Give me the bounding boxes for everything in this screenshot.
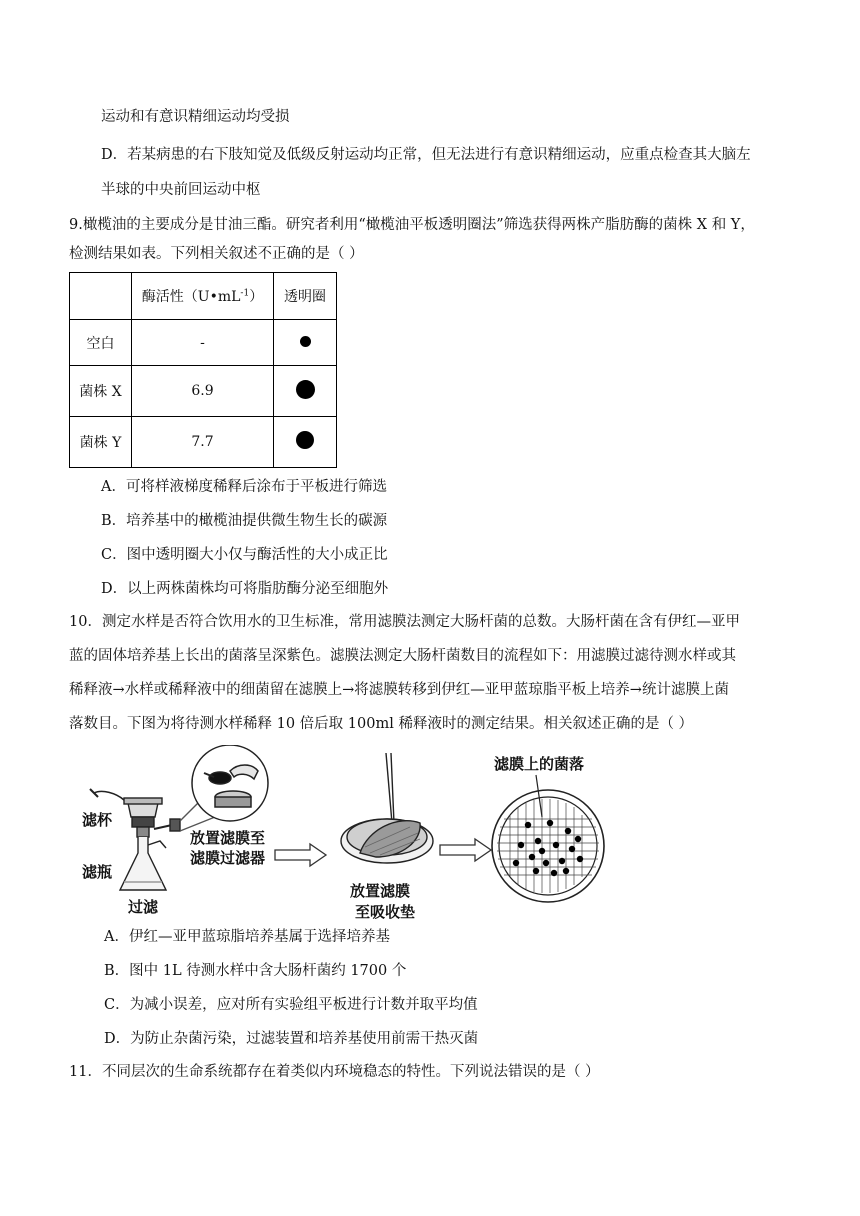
q9-option-d: D．以上两株菌株均可将脂肪酶分泌至细胞外 [101,581,389,597]
q10-stem-line4: 落数目。下图为将待测水样稀释 10 倍后取 100ml 稀释液时的测定结果。相关叙述正确的是（ ） [69,716,694,732]
q9-option-b: B．培养基中的橄榄油提供微生物生长的碳源 [101,513,388,529]
q10-option-d: D．为防止杂菌污染，过滤装置和培养基使用前需干热灭菌 [104,1031,479,1047]
clear-zone-small [274,320,337,366]
table-header-empty [70,273,132,320]
q10-stem-line3: 稀释液→水样或稀释液中的细菌留在滤膜上→将滤膜转移到伊红—亚甲蓝琼脂平板上培养→统计滤膜上菌 [69,682,729,698]
absorbent-pad-icon [341,753,433,863]
q9-option-c: C．图中透明圈大小仅与酶活性的大小成正比 [101,547,388,563]
enzyme-activity-table [69,272,337,468]
table-row [70,320,337,366]
q8-option-d-line1: D．若某病患的右下肢知觉及低级反射运动均正常，但无法进行有意识精细运动，应重点检查其大脑左 [101,147,751,163]
label-place-membrane-1: 放置滤膜至 [190,829,266,847]
arrow-right-icon [275,844,326,866]
label-filter-bottle: 滤瓶 [82,863,113,881]
q10-option-b: B．图中 1L 待测水样中含大肠杆菌约 1700 个 [104,963,407,979]
row-name: 菌株 X [70,366,132,417]
arrow-right-icon [440,839,491,861]
clear-zone-large [274,417,337,468]
q10-option-c: C．为减小误差，应对所有实验组平板进行计数并取平均值 [104,997,478,1013]
row-name: 空白 [70,320,132,366]
circle-icon [300,336,311,347]
circle-icon [296,431,314,449]
clear-zone-large [274,366,337,417]
table-header-activity: 酶活性$(U•mL^{-1})$ [132,273,274,320]
colony-plate-icon [492,775,604,902]
label-place-membrane-2: 滤膜过滤器 [190,849,266,867]
table-header-circle: 透明圈 [274,273,337,320]
label-filtration: 过滤 [128,898,159,916]
q10-stem-line1: 10．测定水样是否符合饮用水的卫生标准，常用滤膜法测定大肠杆菌的总数。大肠杆菌在含有伊红—亚甲 [69,614,740,630]
row-activity: - [132,320,274,366]
q9-stem-line2: 检测结果如表。下列相关叙述不正确的是（ ） [69,246,364,262]
q10-option-a: A．伊红—亚甲蓝琼脂培养基属于选择培养基 [104,929,390,945]
q9-option-a: A．可将样液梯度稀释后涂布于平板进行筛选 [101,479,387,495]
membrane-filtration-figure [80,745,620,925]
q8-option-d-line2: 半球的中央前回运动中枢 [101,182,261,198]
table-row [70,366,337,417]
label-membrane-colonies: 滤膜上的菌落 [494,755,585,773]
label-place-on-pad-2: 至吸收垫 [355,903,416,921]
label-place-on-pad-1: 放置滤膜 [350,882,411,900]
q9-stem-line1: 9.橄榄油的主要成分是甘油三酯。研究者利用“橄榄油平板透明圈法”筛选获得两株产脂肪酶的菌株 X 和 Y， [69,217,755,233]
table-row [70,417,337,468]
q10-stem-line2: 蓝的固体培养基上长出的菌落呈深紫色。滤膜法测定大肠杆菌数目的流程如下：用滤膜过滤待测水样或其 [69,648,736,664]
magnifier-icon [192,745,268,821]
label-filter-cup: 滤杯 [82,811,113,829]
q8-continuation: 运动和有意识精细运动均受损 [101,109,290,125]
circle-icon [296,380,315,399]
row-activity: 7.7 [132,417,274,468]
row-activity: 6.9 [132,366,274,417]
q11-stem-line1: 11．不同层次的生命系统都存在着类似内环境稳态的特性。下列说法错误的是（ ） [69,1064,600,1080]
row-name: 菌株 Y [70,417,132,468]
table-header-row [70,273,337,320]
